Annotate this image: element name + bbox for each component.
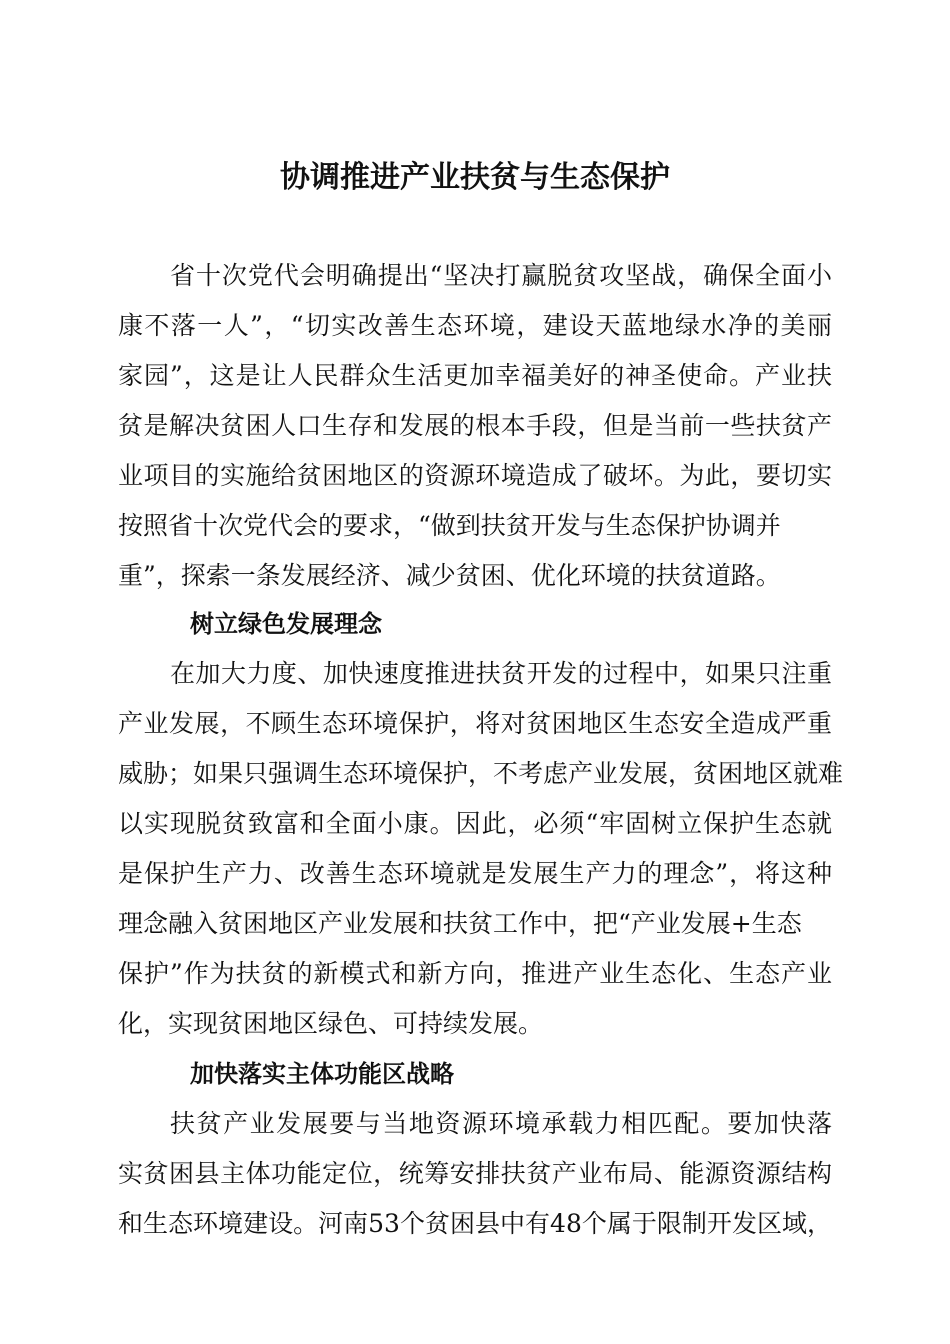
section1-line-8: 化，实现贫困地区绿色、可持续发展。 — [118, 1009, 544, 1038]
section-heading-green-development: 树立绿色发展理念 — [190, 610, 382, 638]
intro-line-5: 业项目的实施给贫困地区的资源环境造成了破坏。为此，要切实 — [118, 461, 832, 490]
section1-line-5: 是保护生产力、改善生态环境就是发展生产力的理念”，将这种 — [118, 859, 832, 888]
intro-line-4: 贫是解决贫困人口生存和发展的根本手段，但是当前一些扶贫产 — [118, 411, 832, 440]
section2-line-3: 和生态环境建设。河南53个贫困县中有48个属于限制开发区域， — [118, 1209, 832, 1238]
section1-line-1: 在加大力度、加快速度推进扶贫开发的过程中，如果只注重 — [170, 659, 832, 688]
intro-line-2: 康不落一人”，“切实改善生态环境，建设天蓝地绿水净的美丽 — [118, 311, 832, 340]
intro-line-3: 家园”，这是让人民群众生活更加幸福美好的神圣使命。产业扶 — [118, 361, 832, 390]
section2-line-2: 实贫困县主体功能定位，统筹安排扶贫产业布局、能源资源结构 — [118, 1159, 832, 1188]
intro-line-1: 省十次党代会明确提出“坚决打赢脱贫攻坚战，确保全面小 — [170, 261, 832, 290]
document-title: 协调推进产业扶贫与生态保护 — [280, 160, 670, 195]
section1-line-2: 产业发展，不顾生态环境保护，将对贫困地区生态安全造成严重 — [118, 709, 832, 738]
section1-line-3: 威胁；如果只强调生态环境保护，不考虑产业发展，贫困地区就难 — [118, 759, 844, 788]
section1-line-4: 以实现脱贫致富和全面小康。因此，必须“牢固树立保护生态就 — [118, 809, 832, 838]
intro-line-7: 重”，探索一条发展经济、减少贫困、优化环境的扶贫道路。 — [118, 561, 781, 590]
section1-line-6: 理念融入贫困地区产业发展和扶贫工作中，把“产业发展+生态 — [118, 909, 802, 938]
section1-line-7: 保护”作为扶贫的新模式和新方向，推进产业生态化、生态产业 — [118, 959, 832, 988]
section-heading-main-function-zones: 加快落实主体功能区战略 — [190, 1060, 454, 1088]
intro-line-6: 按照省十次党代会的要求，“做到扶贫开发与生态保护协调并 — [118, 511, 781, 540]
section2-line-1: 扶贫产业发展要与当地资源环境承载力相匹配。要加快落 — [170, 1109, 832, 1138]
